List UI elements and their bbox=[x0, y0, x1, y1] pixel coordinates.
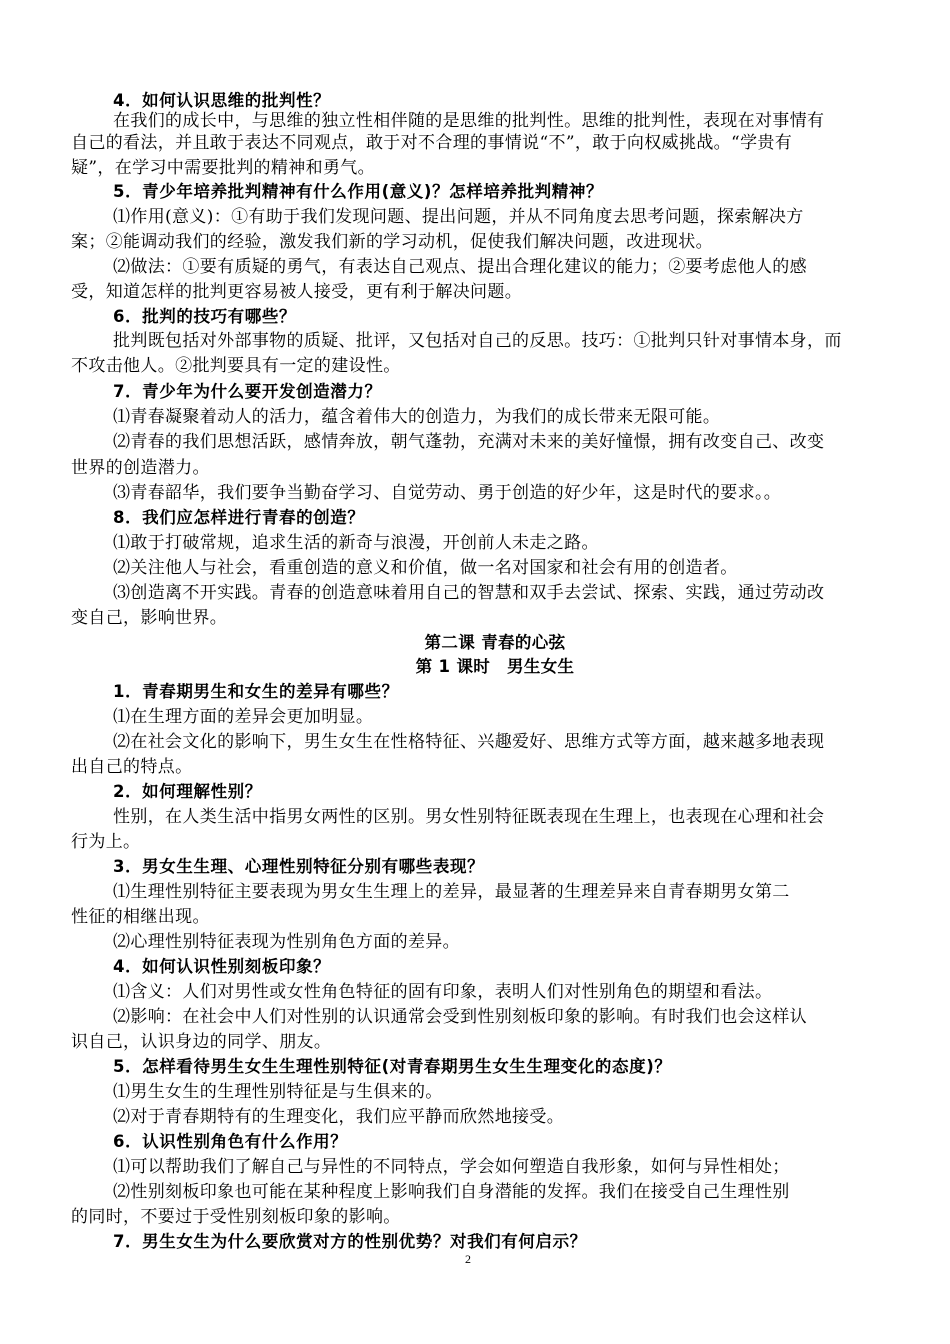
body-text-line: ⑵青春的我们思想活跃，感情奔放，朝气蓬勃，充满对未来的美好憧憬，拥有改变自己、改变 bbox=[113, 432, 825, 452]
body-text-line: ⑴可以帮助我们了解自己与异性的不同特点，学会如何塑造自我形象，如何与异性相处； bbox=[113, 1157, 790, 1177]
body-text-line: ⑵做法：①要有质疑的勇气，有表达自己观点、提出合理化建议的能力；②要考虑他人的感 bbox=[113, 257, 807, 277]
section-title: 第 1 课时 男生女生 bbox=[415, 657, 575, 676]
body-text-line: ⑵心理性别特征表现为性别角色方面的差异。 bbox=[113, 932, 460, 952]
body-text-line: 疑”，在学习中需要批判的精神和勇气。 bbox=[71, 158, 375, 178]
lesson-title: 第二课 青春的心弦 bbox=[424, 633, 566, 652]
body-text-line: ⑴在生理方面的差异会更加明显。 bbox=[113, 707, 374, 727]
question-heading: 5．青少年培养批判精神有什么作用(意义)？怎样培养批判精神？ bbox=[113, 182, 604, 201]
body-text-line: 出自己的特点。 bbox=[71, 757, 193, 777]
body-text-line: ⑴敢于打破常规，追求生活的新奇与浪漫，开创前人未走之路。 bbox=[113, 533, 599, 553]
body-text-line: ⑵关注他人与社会，看重创造的意义和价值，做一名对国家和社会有用的创造者。 bbox=[113, 558, 738, 578]
question-heading: 6．批判的技巧有哪些？ bbox=[113, 307, 297, 326]
question-heading: 7．男生女生为什么要欣赏对方的性别优势？对我们有何启示？ bbox=[113, 1232, 587, 1251]
question-heading: 3．男女生生理、心理性别特征分别有哪些表现？ bbox=[113, 857, 485, 876]
question-heading: 4．如何认识思维的批判性？ bbox=[113, 91, 331, 110]
body-text-line: 受，知道怎样的批判更容易被人接受，更有利于解决问题。 bbox=[71, 282, 523, 302]
body-text-line: ⑴青春凝聚着动人的活力，蕴含着伟大的创造力，为我们的成长带来无限可能。 bbox=[113, 407, 721, 427]
question-heading: 1．青春期男生和女生的差异有哪些？ bbox=[113, 682, 399, 701]
body-text-line: 识自己，认识身边的同学、朋友。 bbox=[71, 1032, 332, 1052]
question-heading: 8．我们应怎样进行青春的创造？ bbox=[113, 508, 365, 527]
question-heading: 6．认识性别角色有什么作用？ bbox=[113, 1132, 348, 1151]
body-text-line: ⑴作用(意义)：①有助于我们发现问题、提出问题，并从不同角度去思考问题，探索解决方 bbox=[113, 207, 804, 227]
body-text-line: 批判既包括对外部事物的质疑、批评，又包括对自己的反思。技巧：①批判只针对事情本身，而 bbox=[113, 331, 842, 351]
body-text-line: 性征的相继出现。 bbox=[71, 907, 210, 927]
body-text-line: ⑵性别刻板印象也可能在某种程度上影响我们自身潜能的发挥。我们在接受自己生理性别 bbox=[113, 1182, 790, 1202]
body-text-line: 自己的看法，并且敢于表达不同观点，敢于对不合理的事情说“不”，敢于向权威挑战。“学贵有 bbox=[71, 133, 793, 153]
question-heading: 4．如何认识性别刻板印象？ bbox=[113, 957, 331, 976]
body-text-line: ⑵影响：在社会中人们对性别的认识通常会受到性别刻板印象的影响。有时我们也会这样认 bbox=[113, 1007, 807, 1027]
question-heading: 5．怎样看待男生女生生理性别特征(对青春期男生女生生理变化的态度)？ bbox=[113, 1057, 672, 1076]
body-text-line: ⑵对于青春期特有的生理变化，我们应平静而欣然地接受。 bbox=[113, 1107, 565, 1127]
question-heading: 7．青少年为什么要开发创造潜力？ bbox=[113, 382, 382, 401]
body-text-line: 的同时，不要过于受性别刻板印象的影响。 bbox=[71, 1207, 401, 1227]
body-text-line: 在我们的成长中，与思维的独立性相伴随的是思维的批判性。思维的批判性，表现在对事情有 bbox=[113, 111, 825, 131]
body-text-line: 案；②能调动我们的经验，激发我们新的学习动机，促使我们解决问题，改进现状。 bbox=[71, 232, 713, 252]
body-text-line: ⑴男生女生的生理性别特征是与生俱来的。 bbox=[113, 1082, 443, 1102]
question-heading: 2．如何理解性别？ bbox=[113, 782, 262, 801]
body-text-line: ⑴生理性别特征主要表现为男女生生理上的差异，最显著的生理差异来自青春期男女第二 bbox=[113, 882, 790, 902]
page-number: 2 bbox=[465, 1252, 471, 1266]
body-text-line: ⑵在社会文化的影响下，男生女生在性格特征、兴趣爱好、思维方式等方面，越来越多地表现 bbox=[113, 732, 825, 752]
body-text-line: 行为上。 bbox=[71, 832, 141, 852]
body-text-line: ⑶青春韶华，我们要争当勤奋学习、自觉劳动、勇于创造的好少年，这是时代的要求。。 bbox=[113, 483, 782, 503]
body-text-line: 世界的创造潜力。 bbox=[71, 458, 210, 478]
body-text-line: 变自己，影响世界。 bbox=[71, 608, 228, 628]
body-text-line: ⑴含义：人们对男性或女性角色特征的固有印象，表明人们对性别角色的期望和看法。 bbox=[113, 982, 773, 1002]
body-text-line: 不攻击他人。②批判要具有一定的建设性。 bbox=[71, 356, 401, 376]
body-text-line: ⑶创造离不开实践。青春的创造意味着用自己的智慧和双手去尝试、探索、实践，通过劳动改 bbox=[113, 583, 825, 603]
body-text-line: 性别，在人类生活中指男女两性的区别。男女性别特征既表现在生理上，也表现在心理和社会 bbox=[113, 807, 825, 827]
